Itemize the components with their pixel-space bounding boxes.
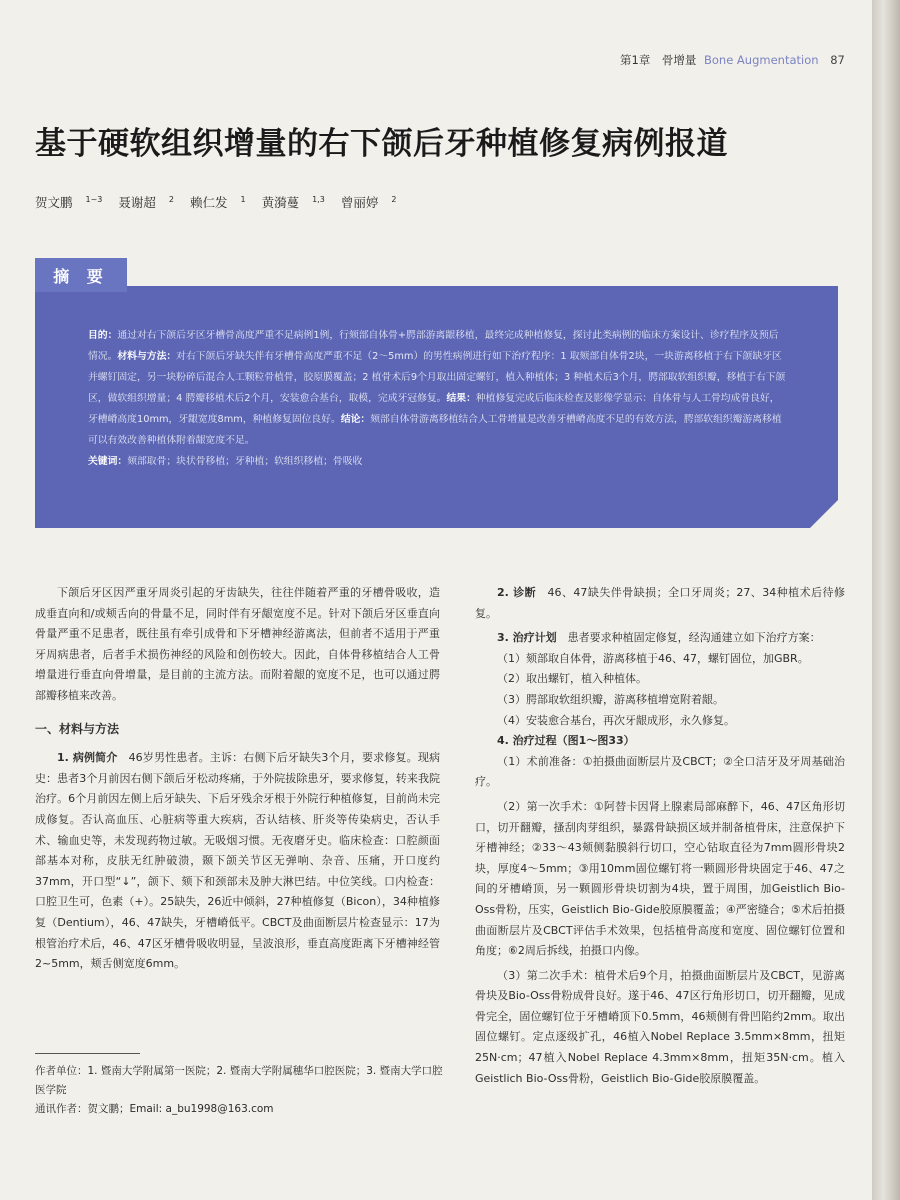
book-page-edge bbox=[872, 0, 900, 1200]
affiliation: 作者单位：1. 暨南大学附属第一医院；2. 暨南大学附属穗华口腔医院；3. 暨南大学口腔医学院 bbox=[35, 1065, 443, 1096]
footnote bbox=[35, 1062, 445, 1119]
process-step: （1）术前准备：①拍摄曲面断层片及CBCT；②全口洁牙及牙周基础治疗。 bbox=[475, 754, 845, 789]
author: 贺文鹏 $^{1\sim 3}$ bbox=[35, 194, 103, 210]
intro-paragraph: 下颌后牙区因严重牙周炎引起的牙齿缺失，往往伴随着严重的牙槽骨吸收，造成垂直向和/或颊舌向的骨量不足，同时伴有牙龈宽度不足。针对下颌后牙区垂直向骨量严重不足患者，既往虽有牵引成骨和下牙槽神经游离法，但前者不适用于严重牙周病患者，后者手术损伤神经的风险和创伤较大。因此，自体骨移植结合人工骨增量进行垂直向骨增量，是目前的主流方法。而附着龈的宽度不足，也可以通过腭部瓣移植来改善。 bbox=[35, 586, 440, 702]
author: 曾丽婷 $^2$ bbox=[340, 194, 397, 210]
running-head bbox=[620, 52, 845, 68]
footnote-divider bbox=[35, 1053, 140, 1054]
left-column bbox=[35, 583, 440, 975]
chapter-english: Bone Augmentation bbox=[703, 53, 819, 67]
author: 聂谢超 $^2$ bbox=[118, 194, 174, 210]
process-step: （2）第一次手术：①阿替卡因肾上腺素局部麻醉下，46、47区角形切口，切开翻瓣，搔刮肉芽组织，暴露骨缺损区域并制备植骨床，注意保护下牙槽神经；②33～43颊侧黏膜斜行切口，空心钻取直径为7mm圆形骨块2块，厚度4～5mm；③用10mm固位螺钉将一颗圆形骨块固定于46、47之间的牙槽嵴顶，另一颗圆形骨块切割为4块，置于周围，加Geistlich Bio-Oss骨粉，压实，Geistlich Bio-Gide胶原膜覆盖；④严密缝合；⑤术后拍摄曲面断层片及CBCT评估手术效果，包括植骨高度和宽度、固位螺钉位置和角度；⑥2周后拆线，拍摄口内像。 bbox=[475, 799, 845, 958]
author: 黄漪蔓 $^{1,3}$ bbox=[261, 194, 325, 210]
plan-item: （3）腭部取软组织瓣，游离移植增宽附着龈。 bbox=[497, 692, 724, 706]
plan-item: （4）安装愈合基台，再次牙龈成形，永久修复。 bbox=[497, 713, 735, 727]
page-number: 87 bbox=[830, 53, 845, 67]
article-title: 基于硬软组织增量的右下颌后牙种植修复病例报道 bbox=[35, 126, 728, 162]
process-heading: 4. 治疗过程（图1～图33） bbox=[497, 734, 635, 748]
keywords: 关键词：颏部取骨；块状骨移植；牙种植；软组织移植；骨吸收 bbox=[88, 456, 363, 467]
diagnosis-paragraph: 2. 诊断 46、47缺失伴骨缺损；全口牙周炎；27、34种植术后待修复。 bbox=[475, 586, 846, 620]
chapter-label: 第1章 骨增量 bbox=[620, 53, 697, 67]
abstract-text: 目的：通过对右下颌后牙区牙槽骨高度严重不足病例1例，行颏部自体骨+腭部游离龈移植，最终完成种植修复，探讨此类病例的临床方案设计、诊疗程序及预后情况。材料与方法：对右下颌后牙缺失伴有牙槽骨高度严重不足（2～5mm）的男性病例进行如下治疗程序：1 取颏部自体骨2块，一块游离移植于右下颌缺牙区并螺钉固定，另一块粉碎后混合人工颗粒骨植骨，胶原膜覆盖；2 植骨术后9个月取出固定螺钉，植入种植体；3 种植术后3个月，腭部取软组织瓣，移植于右下颌区，做软组织增量；4 腭瓣移植术后2个月，安装愈合基台，取模，完成牙冠修复。结果：种植修复完成后临床检查及影像学显示：自体骨与人工骨均成骨良好，牙槽嵴高度10mm，牙龈宽度8mm，种植修复固位良好。结论：颏部自体骨游离移植结合人工骨增量是改善牙槽嵴高度不足的有效方法，腭部软组织瓣游离移植可以有效改善种植体附着龈宽度不足。 关键词：颏部取骨；块状骨移植；牙种植；软组织移植；骨吸收 bbox=[88, 325, 788, 472]
abstract-tag: 摘 要 bbox=[35, 258, 127, 292]
plan-item: （2）取出螺钉，植入种植体。 bbox=[497, 672, 647, 686]
author-list bbox=[35, 193, 408, 211]
corresponding-author: 通讯作者：贺文鹏；Email: a_bu1998@163.com bbox=[35, 1103, 274, 1115]
plan-item: （1）颏部取自体骨，游离移植于46、47，螺钉固位，加GBR。 bbox=[497, 651, 809, 665]
plan-paragraph: 3. 治疗计划 患者要求种植固定修复，经沟通建立如下治疗方案： bbox=[497, 631, 821, 645]
section-heading: 一、材料与方法 bbox=[35, 721, 120, 736]
process-step: （3）第二次手术：植骨术后9个月，拍摄曲面断层片及CBCT，见游离骨块及Bio-Oss骨粉成骨良好。遂于46、47区行角形切口，切开翻瓣，见成骨完全，固位螺钉位于牙槽嵴顶下0.5mm，46颊侧有骨凹陷约2mm。取出固位螺钉。定点逐级扩孔，46植入Nobel Replace 3.5mm×8mm，扭矩25N·cm；47植入Nobel Replace 4.3mm×8mm，扭矩35N·cm。植入Geistlich Bio-Oss骨粉，Geistlich Bio-Gide胶原膜覆盖。 bbox=[475, 968, 845, 1085]
right-column bbox=[475, 583, 845, 1089]
case-paragraph: 1. 病例简介 46岁男性患者。主诉：右侧下后牙缺失3个月，要求修复。现病史：患者3个月前因右侧下颌后牙松动疼痛，于外院拔除患牙，要求修复，转来我院治疗。6个月前因左侧上后牙缺失、下后牙残余牙根于外院行种植修复，目前尚未完成修复。否认高血压、心脏病等重大疾病，否认结核、肝炎等传染病史，否认手术、输血史等，未发现药物过敏。无吸烟习惯。无夜磨牙史。临床检查：口腔颜面部基本对称，皮肤无红肿破溃，颞下颌关节区无弹响、杂音、压痛，开口度约37mm，开口型“↓”，颌下、颏下和颈部未及肿大淋巴结。中位笑线。口内检查：口腔卫生可，色素（+）。25缺失，26近中倾斜，27种植修复（Bicon），34种植修复（Dentium），46、47缺失，牙槽嵴低平。CBCT及曲面断层片检查显示：17为根管治疗术后，46、47区牙槽骨吸收明显，呈波浪形，垂直高度距离下牙槽神经管2~5mm，颊舌侧宽度6mm。 bbox=[35, 751, 441, 971]
author: 赖仁发 $^1$ bbox=[189, 194, 246, 210]
